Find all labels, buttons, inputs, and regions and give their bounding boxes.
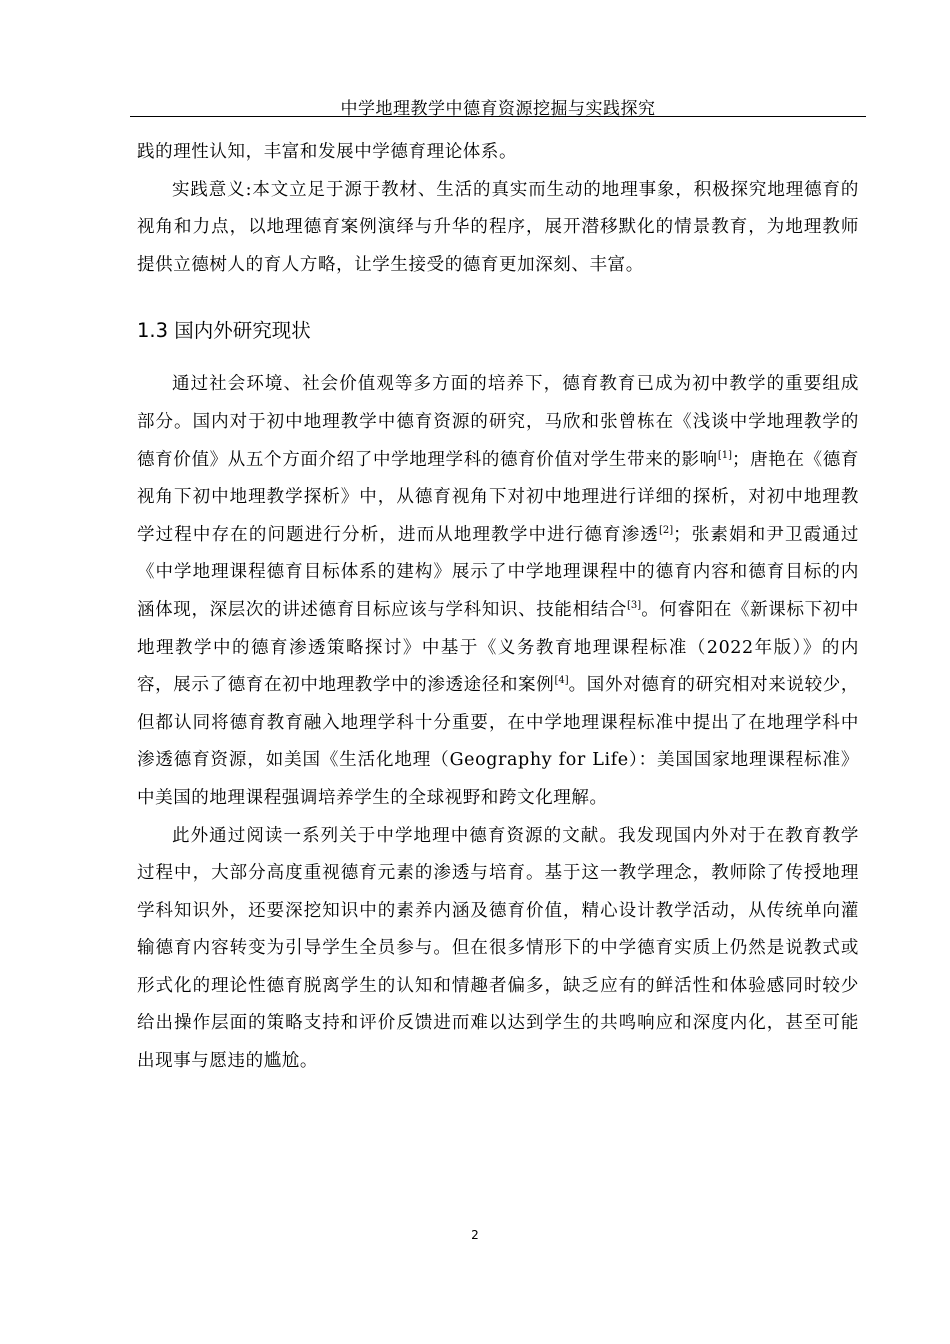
page-number: 2 — [471, 1228, 479, 1242]
page-body — [137, 134, 859, 1081]
paragraph-literature-summary: 此外通过阅读一系列关于中学地理中德育资源的文献。我发现国内外对于在教育教学过程中，大部分高度重视德育元素的渗透与培育。基于这一教学理念，教师除了传授地理学科知识外，还要深挖知识中的素养内涵及德育价值，精心设计教学活动，从传统单向灌输德育内容转变为引导学生全员参与。但在很多情形下的中学德育实质上仍然是说教式或形式化的理论性德育脱离学生的认知和情趣者偏多，缺乏应有的鲜活性和体验感同时较少给出操作层面的策略支持和评价反馈进而难以达到学生的共鸣响应和深度内化，甚至可能出现事与愿违的尴尬。 — [137, 825, 859, 1072]
text-segment: 通过社会环境、社会价值观等多方面的培养下，德育教育已成为初中教学的重要组成部分。国内对于初中地理教学中德育资源的研究，马欣和张曾栋在《浅谈中学地理教学的德育价值》从五个方面介绍了中学地理学科的德育价值对学生带来的影响 — [137, 374, 859, 470]
text-segment: ；张素娟和尹卫霞通过《中学地理课程德育目标体系的建构》展示了中学地理课程中的德育内容和德育目标的内涵体现，深层次的讲述德育目标应该与学科知识、技能相结合 — [137, 524, 859, 620]
paragraph-practical-significance: 实践意义:本文立足于源于教材、生活的真实而生动的地理事象，积极探究地理德育的视角和力点，以地理德育案例演绎与升华的程序，展开潜移默化的情景教育，为地理教师提供立德树人的育人方略，让学生接受的德育更加深刻、丰富。 — [137, 179, 859, 275]
paragraph-research-status — [137, 366, 859, 817]
citation-ref: [2] — [658, 524, 674, 536]
running-header-title: 中学地理教学中德育资源挖掘与实践探究 — [340, 99, 656, 119]
paragraph-continuation: 践的理性认知，丰富和发展中学德育理论体系。 — [137, 142, 518, 162]
section-heading: 1.3 国内外研究现状 — [137, 319, 311, 343]
text-segment: 。国外对德育的研究相对来说较少，但都认同将德育教育融入地理学科十分重要，在中学地理课程标准中提出了在地理学科中渗透德育资源，如美国《生活化地理（Geography for Life）：美国国家地理课程标准》中美国的地理课程强调培养学生的全球视野和跨文化理解。 — [137, 675, 859, 808]
citation-ref: [4] — [554, 675, 569, 687]
header-divider — [130, 116, 866, 117]
citation-ref: [3] — [627, 600, 642, 612]
citation-ref: [1] — [717, 449, 732, 461]
text-segment: ；唐艳在《德育视角下初中地理教学探析》中，从德育视角下对初中地理进行详细的探析，对初中地理教学过程中存在的问题进行分析，进而从地理教学中进行德育渗透 — [137, 449, 860, 545]
text-segment: 。何睿阳在《新课标下初中地理教学中的德育渗透策略探讨》中基于《义务教育地理课程标准（2022年版）》的内容，展示了德育在初中地理教学中的渗透途径和案例 — [137, 599, 859, 696]
